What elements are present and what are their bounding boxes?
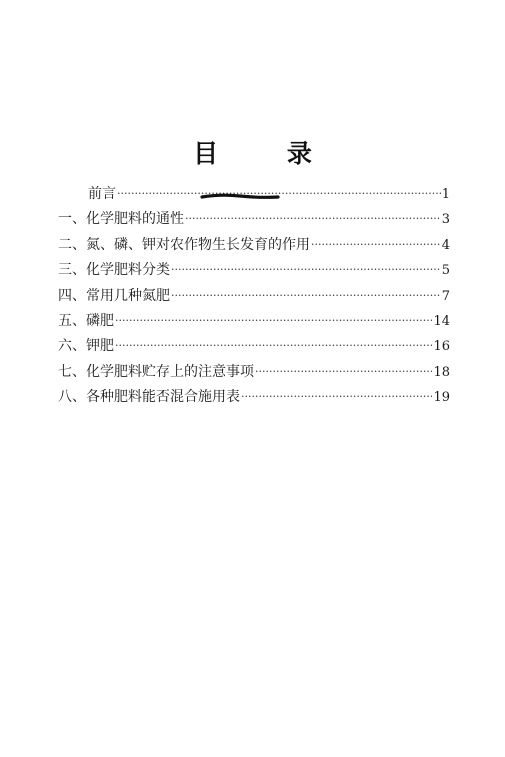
dot-leader <box>241 384 432 409</box>
toc-entry-label: 化学肥料分类 <box>86 262 170 279</box>
toc-entry-page: 7 <box>441 288 450 304</box>
toc-entry-5[interactable] <box>58 309 450 334</box>
toc-entry-number: 三、 <box>58 262 86 279</box>
toc-entry-label: 前言 <box>88 186 116 202</box>
toc-entry-page: 18 <box>433 364 450 380</box>
toc-entry-number: 一、 <box>58 211 86 228</box>
toc-entry-page: 19 <box>433 390 450 406</box>
toc-entry-3[interactable] <box>58 258 450 283</box>
toc-entry-label: 各种肥料能否混合施用表 <box>86 389 240 406</box>
toc-entry-page: 16 <box>433 339 450 355</box>
toc-entry-number: 七、 <box>58 363 86 380</box>
toc-entry-page: 3 <box>441 212 450 228</box>
dot-leader <box>171 257 441 282</box>
toc-entry-page: 1 <box>441 187 450 202</box>
ink-smudge <box>200 193 280 201</box>
toc-entry-number: 六、 <box>58 338 86 355</box>
toc-entry-6[interactable] <box>58 334 450 359</box>
toc-entry-label: 氮、磷、钾对农作物生长发育的作用 <box>86 236 310 253</box>
toc-entry-label: 化学肥料的通性 <box>86 211 184 228</box>
toc-entry-1[interactable] <box>58 207 450 232</box>
dot-leader <box>255 359 432 384</box>
toc-entry-7[interactable] <box>58 360 450 385</box>
dot-leader <box>171 283 441 308</box>
toc-entry-page: 5 <box>441 263 450 279</box>
toc-entry-number: 八、 <box>58 389 86 406</box>
table-of-contents <box>58 182 450 411</box>
dot-leader <box>115 333 432 358</box>
toc-entry-label: 磷肥 <box>86 312 114 329</box>
toc-entry-4[interactable] <box>58 284 450 309</box>
toc-entry-page: 14 <box>433 313 450 329</box>
toc-entry-number: 四、 <box>58 287 86 304</box>
toc-entry-label: 钾肥 <box>86 338 114 355</box>
dot-leader <box>311 232 441 257</box>
toc-entry-8[interactable] <box>58 385 450 410</box>
dot-leader <box>115 308 432 333</box>
dot-leader <box>185 206 441 231</box>
toc-entry-label: 常用几种氮肥 <box>86 287 170 304</box>
toc-entry-label: 化学肥料贮存上的注意事项 <box>86 363 254 380</box>
toc-entry-2[interactable] <box>58 233 450 258</box>
toc-title: 目 录 <box>193 139 342 168</box>
toc-entry-number: 五、 <box>58 312 86 329</box>
toc-entry-number: 二、 <box>58 236 86 253</box>
toc-entry-page: 4 <box>441 237 450 253</box>
